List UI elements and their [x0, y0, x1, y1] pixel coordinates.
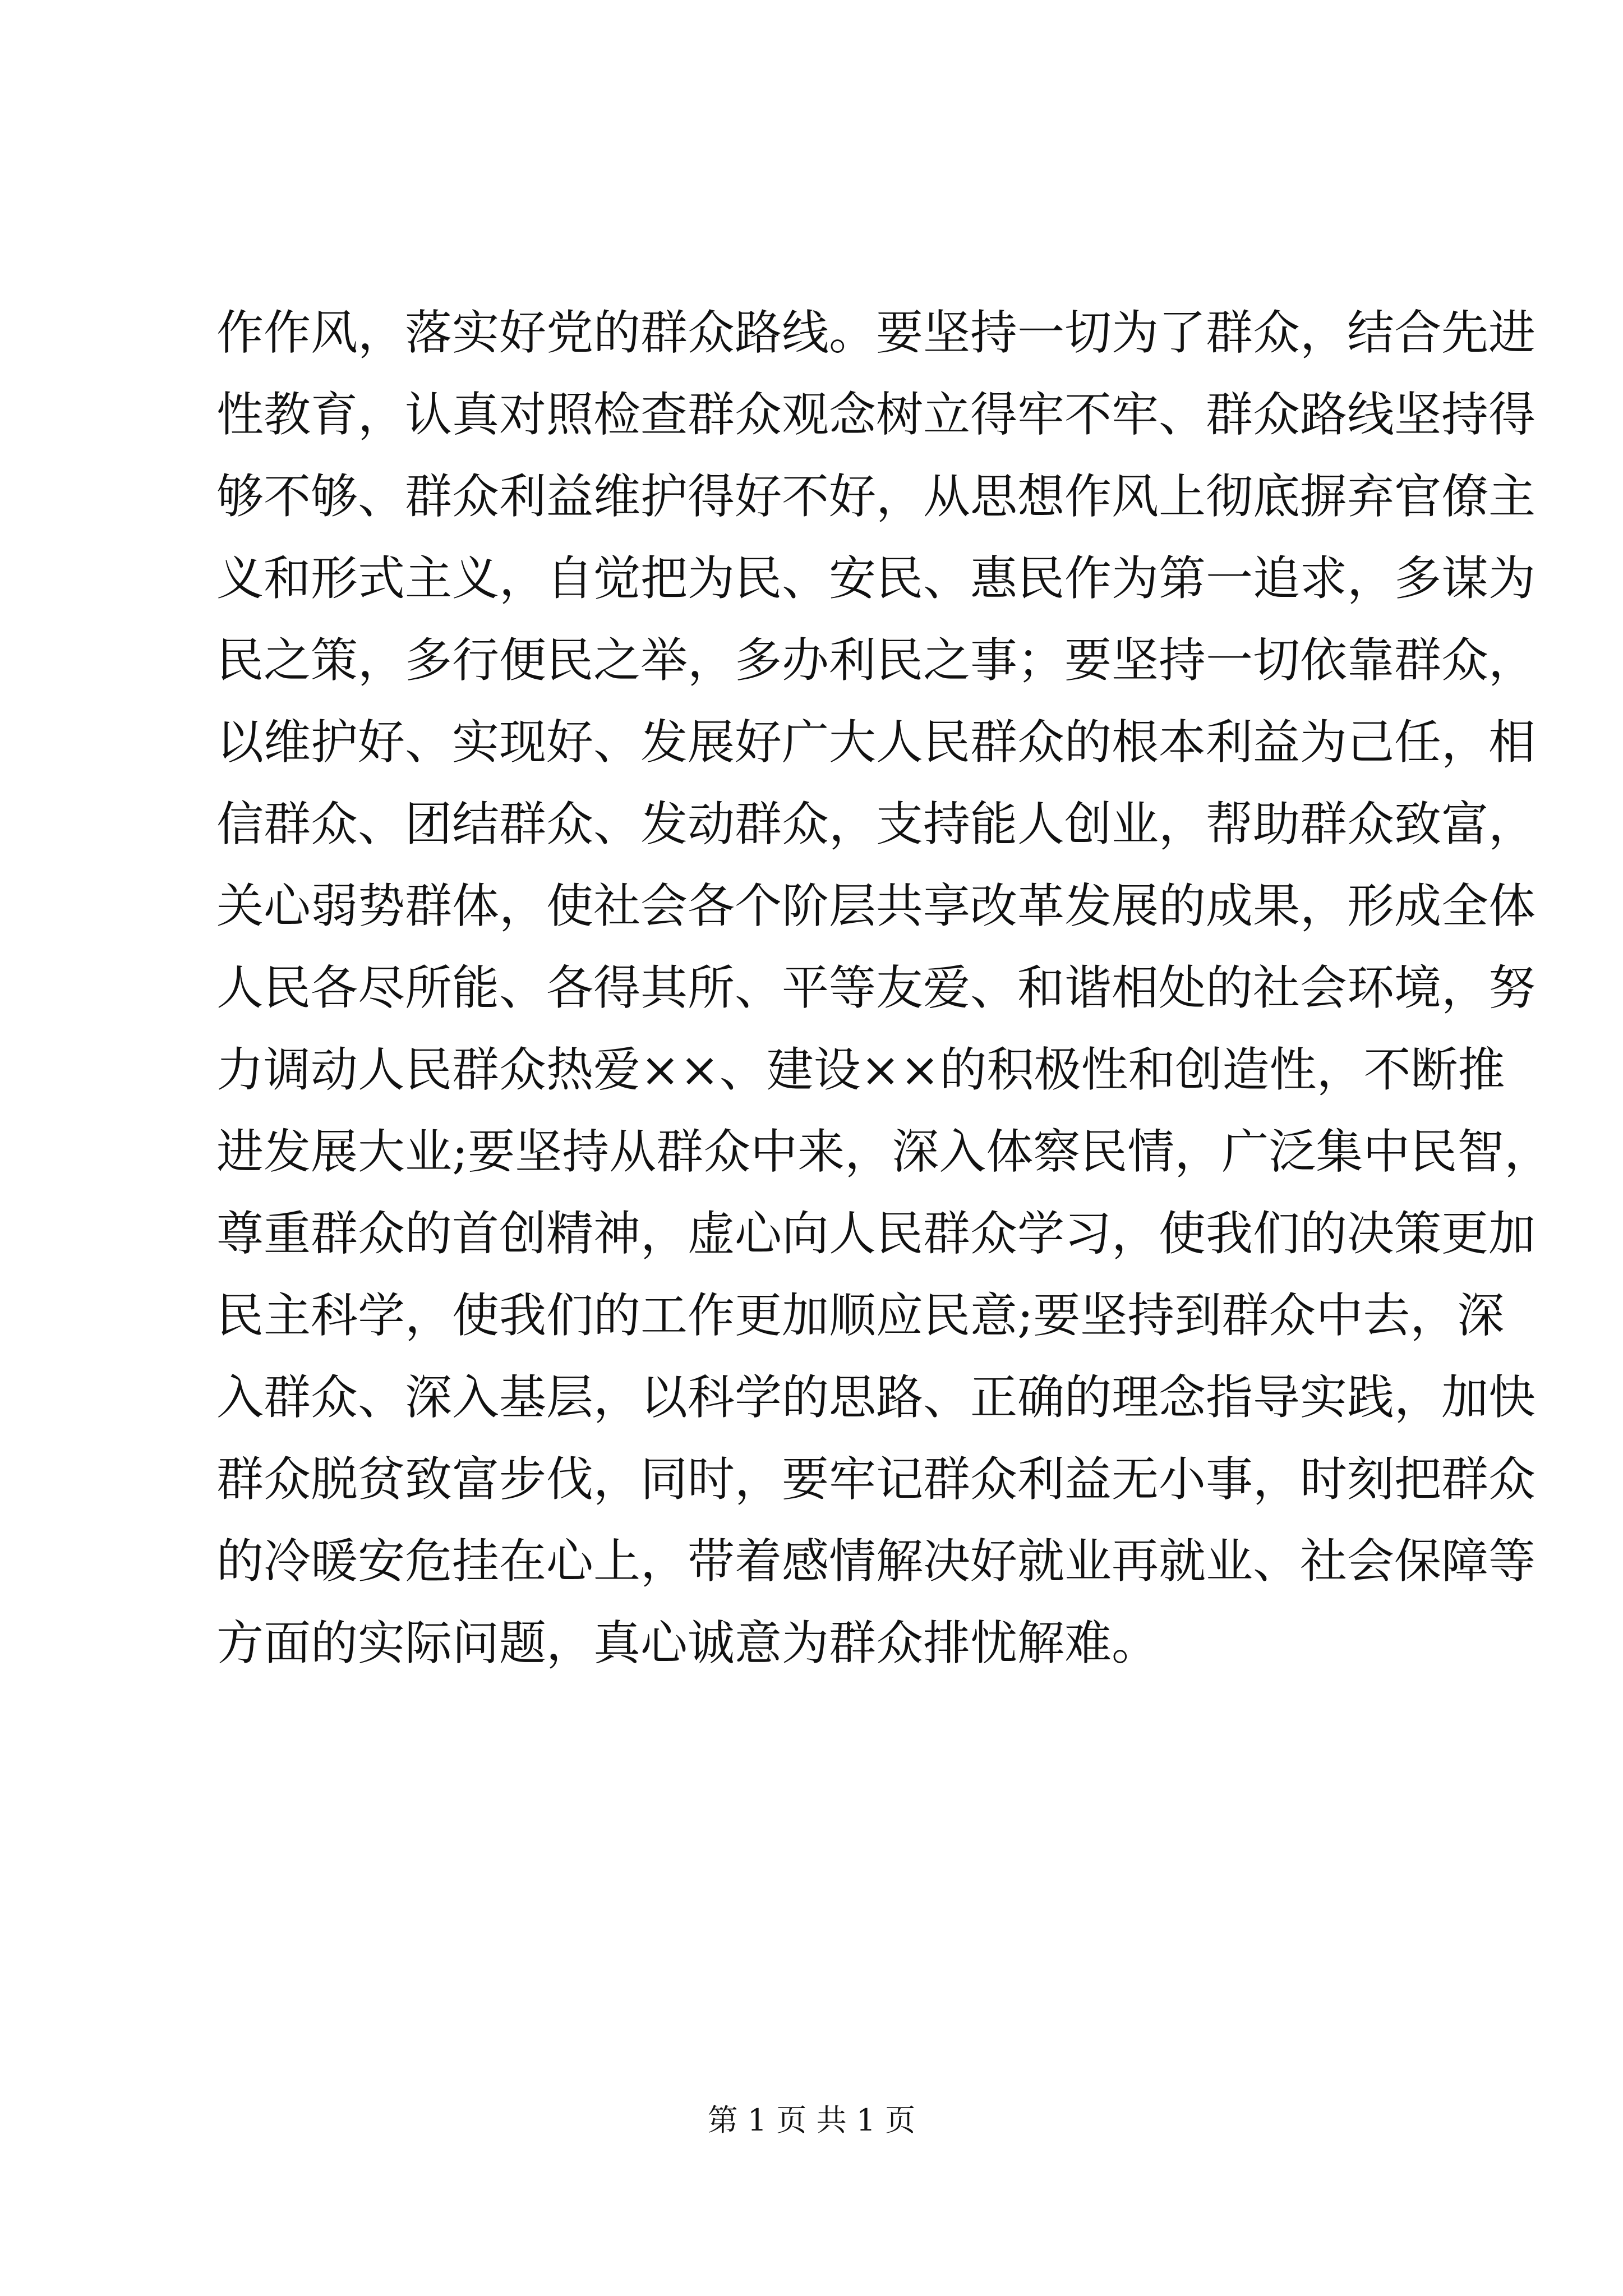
text-line: 民之策，多行便民之举，多办利民之事；要坚持一切依靠群众，: [216, 633, 1536, 688]
text-line: 民主科学，使我们的工作更加顺应民意;要坚持到群众中去，深: [216, 1288, 1505, 1343]
text-line: 进发展大业;要坚持从群众中来，深入体察民情，广泛集中民智，: [216, 1124, 1552, 1179]
text-line: 性教育，认真对照检查群众观念树立得牢不牢、群众路线坚持得: [216, 387, 1536, 442]
text-line: 信群众、团结群众、发动群众，支持能人创业，帮助群众致富，: [216, 797, 1536, 852]
text-line: 群众脱贫致富步伐，同时，要牢记群众利益无小事，时刻把群众: [216, 1452, 1536, 1507]
text-line: 作作风，落实好党的群众路线。要坚持一切为了群众，结合先进: [216, 305, 1536, 360]
text-line: 人民各尽所能、各得其所、平等友爱、和谐相处的社会环境，努: [216, 960, 1536, 1015]
text-line: 的冷暖安危挂在心上，带着感情解决好就业再就业、社会保障等: [216, 1534, 1536, 1589]
text-line: 力调动人民群众热爱××、建设××的积极性和创造性，不断推: [216, 1042, 1505, 1097]
text-line: 入群众、深入基层，以科学的思路、正确的理念指导实践，加快: [216, 1370, 1536, 1425]
page-number-footer: 第 1 页 共 1 页: [707, 2102, 916, 2138]
text-line: 尊重群众的首创精神，虚心向人民群众学习，使我们的决策更加: [216, 1206, 1536, 1261]
text-line: 以维护好、实现好、发展好广大人民群众的根本利益为己任，相: [216, 715, 1536, 770]
text-line: 够不够、群众利益维护得好不好，从思想作风上彻底摒弃官僚主: [216, 469, 1536, 524]
body-paragraph: [216, 292, 1552, 1684]
text-line: 关心弱势群体，使社会各个阶层共享改革发展的成果，形成全体: [216, 878, 1536, 933]
text-line-last: 方面的实际问题，真心诚意为群众排忧解难。: [216, 1616, 1159, 1671]
text-line: 义和形式主义，自觉把为民、安民、惠民作为第一追求，多谋为: [216, 551, 1536, 606]
